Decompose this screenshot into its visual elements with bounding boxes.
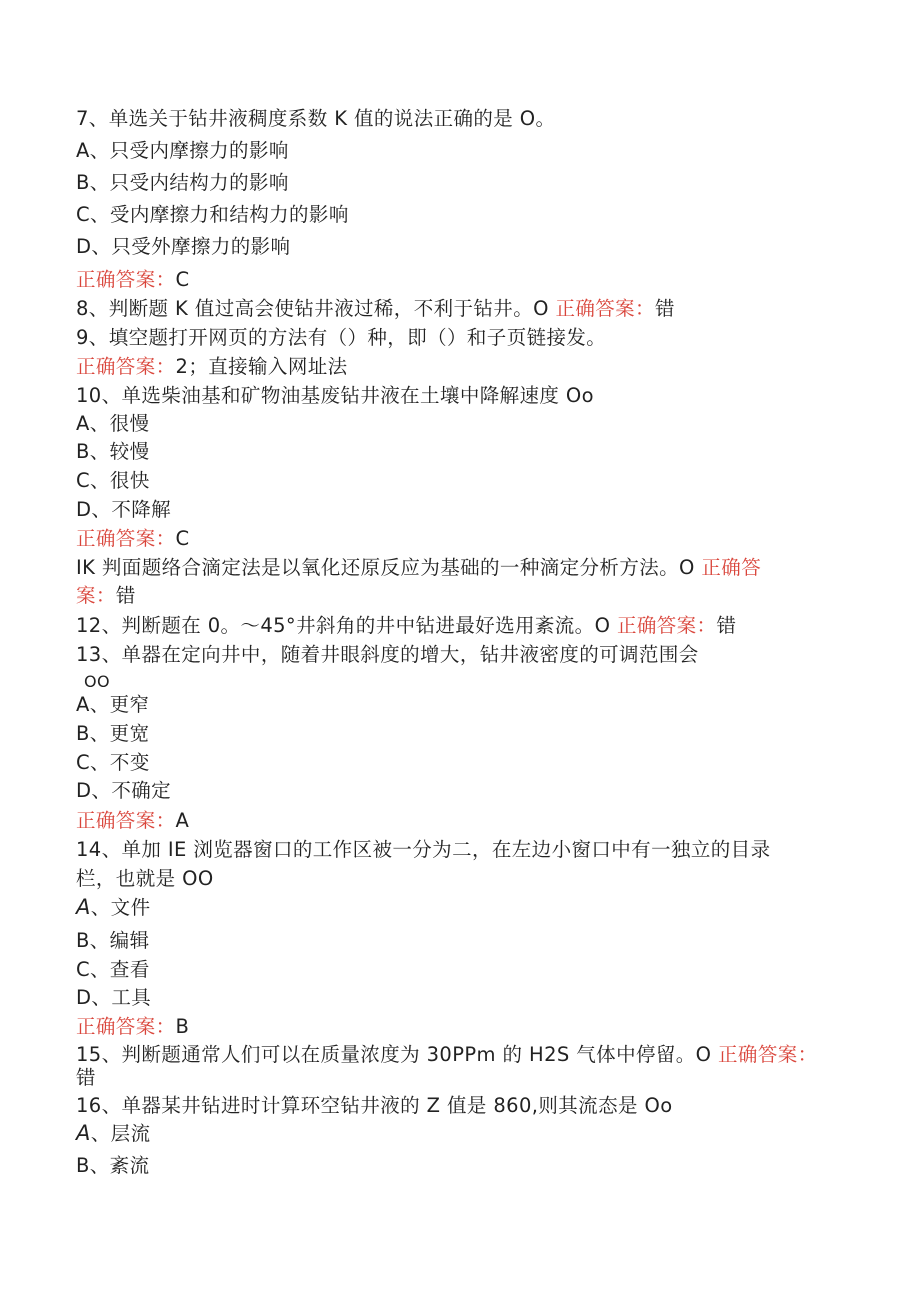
answer-label: 正确答案： — [76, 355, 176, 378]
q11-line — [76, 555, 761, 581]
q8-line — [76, 296, 675, 322]
q8-stem: 8、判断题 K 值过高会使钻井液过稀，不利于钻井。O — [76, 297, 556, 320]
q14-stem-tail: 栏，也就是 OO — [76, 867, 214, 890]
q13-option-c: C、不变 — [76, 751, 150, 774]
q16-stem: 16、单器某井钻进时计算环空钻井液的 Z 值是 860,则其流态是 Oo — [76, 1094, 673, 1117]
answer-label: 正确答案： — [555, 297, 655, 320]
q14-option-d: D、工具 — [76, 986, 152, 1009]
q11-stem: IK 判面题络合滴定法是以氧化还原反应为基础的一种滴定分析方法。O — [76, 556, 702, 579]
q11-answer — [76, 583, 136, 609]
q10-stem: 10、单选柴油基和矿物油基废钻井液在土壤中降解速度 Oo — [76, 384, 594, 407]
q7-option-c: C、受内摩擦力和结构力的影响 — [76, 203, 349, 226]
answer-value: 2；直接输入网址法 — [175, 355, 348, 378]
answer-label: 正确答案： — [76, 268, 176, 291]
q10-option-a: A、很慢 — [76, 412, 150, 435]
answer-value: A — [175, 809, 190, 832]
q14-stem: 14、单加 IE 浏览器窗口的工作区被一分为二，在左边小窗口中有一独立的目录 — [76, 838, 771, 861]
option-letter: A — [76, 895, 91, 919]
answer-label-part2: 案： — [76, 584, 116, 607]
q13-stem: 13、单器在定向井中，随着井眼斜度的增大，钻井液密度的可调范围会 — [76, 643, 699, 666]
q14-option-b: B、编辑 — [76, 929, 150, 952]
q13-answer — [76, 808, 189, 834]
q10-option-c: C、很快 — [76, 469, 150, 492]
answer-label-part1: 正确答 — [701, 556, 762, 579]
answer-label: 正确答案： — [76, 809, 176, 832]
q12-line — [76, 613, 736, 639]
answer-label: 正确答案： — [616, 614, 717, 637]
answer-label: 正确答案： — [76, 1015, 176, 1038]
answer-value: 错 — [115, 584, 136, 607]
q10-option-d: D、不降解 — [76, 498, 172, 521]
q15-answer: 错 — [76, 1066, 96, 1089]
answer-value: C — [175, 268, 190, 291]
q9-answer — [76, 354, 348, 380]
answer-value: 错 — [716, 614, 737, 637]
option-text: 、层流 — [90, 1122, 151, 1145]
q14-answer — [76, 1014, 189, 1040]
q15-stem: 15、判断题通常人们可以在质量浓度为 30PPm 的 H2S 气体中停留。O — [76, 1043, 719, 1066]
option-text: 、文件 — [90, 896, 151, 919]
q14-option-c: C、查看 — [76, 958, 150, 981]
answer-label: 正确答案： — [76, 527, 176, 550]
q13-option-a: A、更窄 — [76, 693, 150, 716]
q13-option-d: D、不确定 — [76, 779, 172, 802]
q7-answer — [76, 267, 190, 293]
q9-stem: 9、填空题打开网页的方法有（）种，即（）和子页链接发。 — [76, 326, 607, 349]
q10-option-b: B、较慢 — [76, 440, 150, 463]
q7-stem: 7、单选关于钻井液稠度系数 K 值的说法正确的是 O。 — [76, 107, 556, 130]
option-letter: A — [76, 1121, 91, 1145]
q12-stem: 12、判断题在 0。〜45°井斜角的井中钻进最好选用紊流。O — [76, 614, 617, 637]
answer-label: 正确答案： — [718, 1043, 818, 1066]
q13-stem-tail: OO — [84, 672, 110, 691]
q7-option-b: B、只受内结构力的影响 — [76, 171, 289, 194]
answer-value: B — [175, 1015, 190, 1038]
answer-value: 错 — [654, 297, 675, 320]
q7-option-a: A、只受内摩擦力的影响 — [76, 139, 289, 162]
q7-option-d: D、只受外摩擦力的影响 — [76, 235, 291, 258]
q16-option-a — [76, 1120, 150, 1147]
q16-option-b: B、紊流 — [76, 1154, 150, 1177]
q13-option-b: B、更宽 — [76, 722, 150, 745]
q10-answer — [76, 526, 190, 552]
q14-option-a — [76, 894, 150, 921]
q15-line — [76, 1042, 818, 1068]
answer-value: C — [175, 527, 190, 550]
